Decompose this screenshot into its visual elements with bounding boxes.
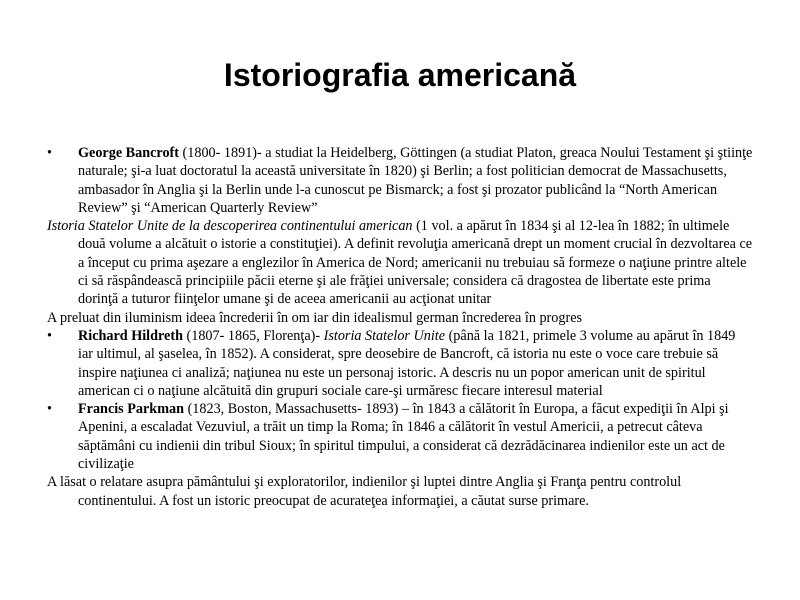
book-title: Istoria Statelor Unite de la descoperirea continentului american	[47, 218, 413, 235]
paragraph-text: A lăsat o relatare asupra pământului şi exploratorilor, indienilor şi luptei dintre Anglia şi Franţa pentru controlul continentului. A fost un istoric preocupat de acurateţea informaţiei, a căutat surse primare.	[47, 474, 682, 509]
paragraph-text: A preluat din iluminism ideea încrederii în om iar din idealismul german încrederea în progres	[47, 309, 583, 326]
bullet-icon: •	[47, 145, 52, 161]
paragraph-text: (1 vol. a apărut în 1834 şi al 12-lea în 1882; în ultimele două volume a alcătuit o istorie a constituţiei). A definit revoluţia americană drept un moment crucial în dezvoltarea ce a început cu prima aşezare a englezilor în America de Nord; americanii nu trebuiau să formeze o naţiune printre altele ci să răspândească principiile păcii eterne şi ale frăţiei universale; considera că dragostea de libertate este prima dorinţă a tuturor fiinţelor umane şi de aceea americanii au acţionat unitar	[78, 218, 753, 308]
paragraph-text: (1823, Boston, Massachusetts- 1893) – în 1843 a călătorit în Europa, a făcut expediţii în Alpi şi Apenini, a escaladat Vezuviul, a trăit un timp la Roma; în 1846 a călătorit în vestul Americii, a petrecut câteva săptămâni cu indienii din tribul Sioux; în spiritul timpului, a considerat că dezrădăcinarea indienilor este un act de civilizaţie	[78, 401, 729, 473]
paragraph-text-pre: (1807- 1865, Florenţa)-	[182, 327, 324, 344]
paragraph-istoria-statelor	[47, 217, 753, 308]
paragraph-parkman	[47, 400, 753, 473]
author-name-hildreth: Richard Hildreth	[78, 327, 183, 344]
book-title: Istoria Statelor Unite	[323, 327, 446, 344]
bullet-icon: •	[47, 327, 52, 344]
paragraph-text: (până la 1821, primele 3 volume au apărut în 1849 iar ultimul, al şaselea, în 1852). A considerat, spre deosebire de Bancroft, că istoria nu este o voce care trebuie să inspire naţiunea ci analiză; naţiunea nu este un personaj istoric. A descris nu un popor american unit de spiritul american ci o naţiune alcătuită din grupuri sociale care-şi urmăresc fiecare interesul material	[78, 327, 736, 399]
paragraph-iluminism	[47, 309, 753, 327]
paragraph-bancroft	[47, 144, 753, 217]
paragraph-text: (1800- 1891)- a studiat la Heidelberg, Göttingen (a studiat Platon, greaca Noului Testament şi ştiinţe naturale; şi-a luat doctoratul la această universitate în 1820) şi Berlin; a fost politician democrat de Massachusetts, ambasador în Anglia şi la Berlin unde l-a cunoscut pe Bismarck; a fost şi prozator publicând la “North American Review” şi “American Quarterly Review”	[78, 145, 753, 216]
bullet-icon: •	[47, 401, 52, 418]
paragraph-hildreth	[47, 327, 753, 400]
slide-body	[47, 144, 753, 510]
paragraph-relatare	[47, 473, 753, 510]
slide-title: Istoriografia americană	[223, 57, 577, 93]
author-name-parkman: Francis Parkman	[78, 401, 185, 418]
author-name-bancroft: George Bancroft	[78, 145, 179, 161]
